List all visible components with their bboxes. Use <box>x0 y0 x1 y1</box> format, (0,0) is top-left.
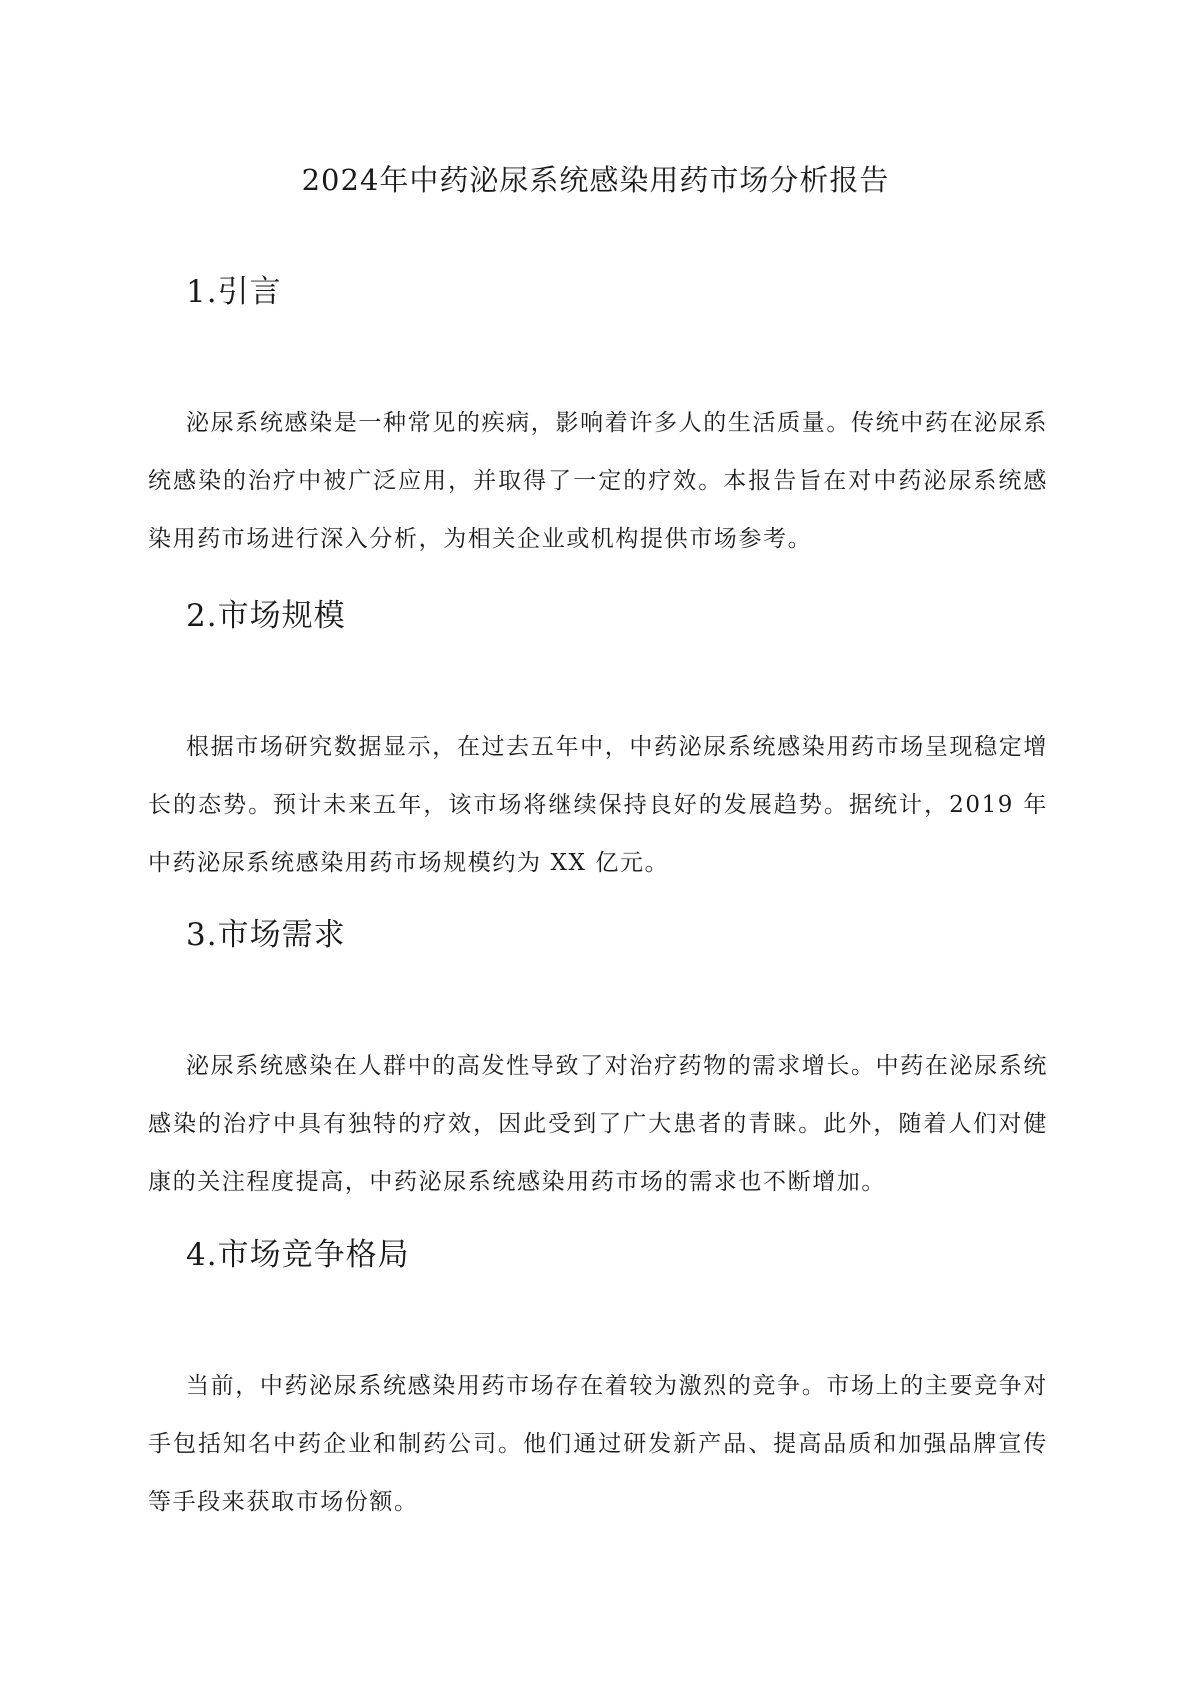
section-heading: 4.市场竞争格局 <box>186 1237 410 1273</box>
section-heading: 3.市场需求 <box>186 917 346 953</box>
section-heading: 2.市场规模 <box>186 598 346 634</box>
section-heading: 1.引言 <box>186 274 282 310</box>
section-paragraph: 当前，中药泌尿系统感染用药市场存在着较为激烈的竞争。市场上的主要竞争对手包括知名中药企业和制药公司。他们通过研发新产品、提高品质和加强品牌宣传等手段来获取市场份额。 <box>148 1373 1048 1515</box>
section-introduction <box>148 270 1048 568</box>
document-title: 2024年中药泌尿系统感染用药市场分析报告 <box>301 163 890 197</box>
section-paragraph: 泌尿系统感染是一种常见的疾病，影响着许多人的生活质量。传统中药在泌尿系统感染的治疗中被广泛应用，并取得了一定的疗效。本报告旨在对中药泌尿系统感染用药市场进行深入分析，为相关企业或机构提供市场参考。 <box>148 410 1048 552</box>
section-paragraph: 泌尿系统感染在人群中的高发性导致了对治疗药物的需求增长。中药在泌尿系统感染的治疗中具有独特的疗效，因此受到了广大患者的青睐。此外，随着人们对健康的关注程度提高，中药泌尿系统感染用药市场的需求也不断增加。 <box>148 1053 1048 1195</box>
section-paragraph: 根据市场研究数据显示，在过去五年中，中药泌尿系统感染用药市场呈现稳定增长的态势。预计未来五年，该市场将继续保持良好的发展趋势。据统计，2019 年中药泌尿系统感染用药市场规模约为 XX 亿元。 <box>148 734 1048 876</box>
section-market-size <box>148 594 1048 892</box>
section-market-demand <box>148 913 1048 1211</box>
section-competition <box>148 1233 1048 1531</box>
